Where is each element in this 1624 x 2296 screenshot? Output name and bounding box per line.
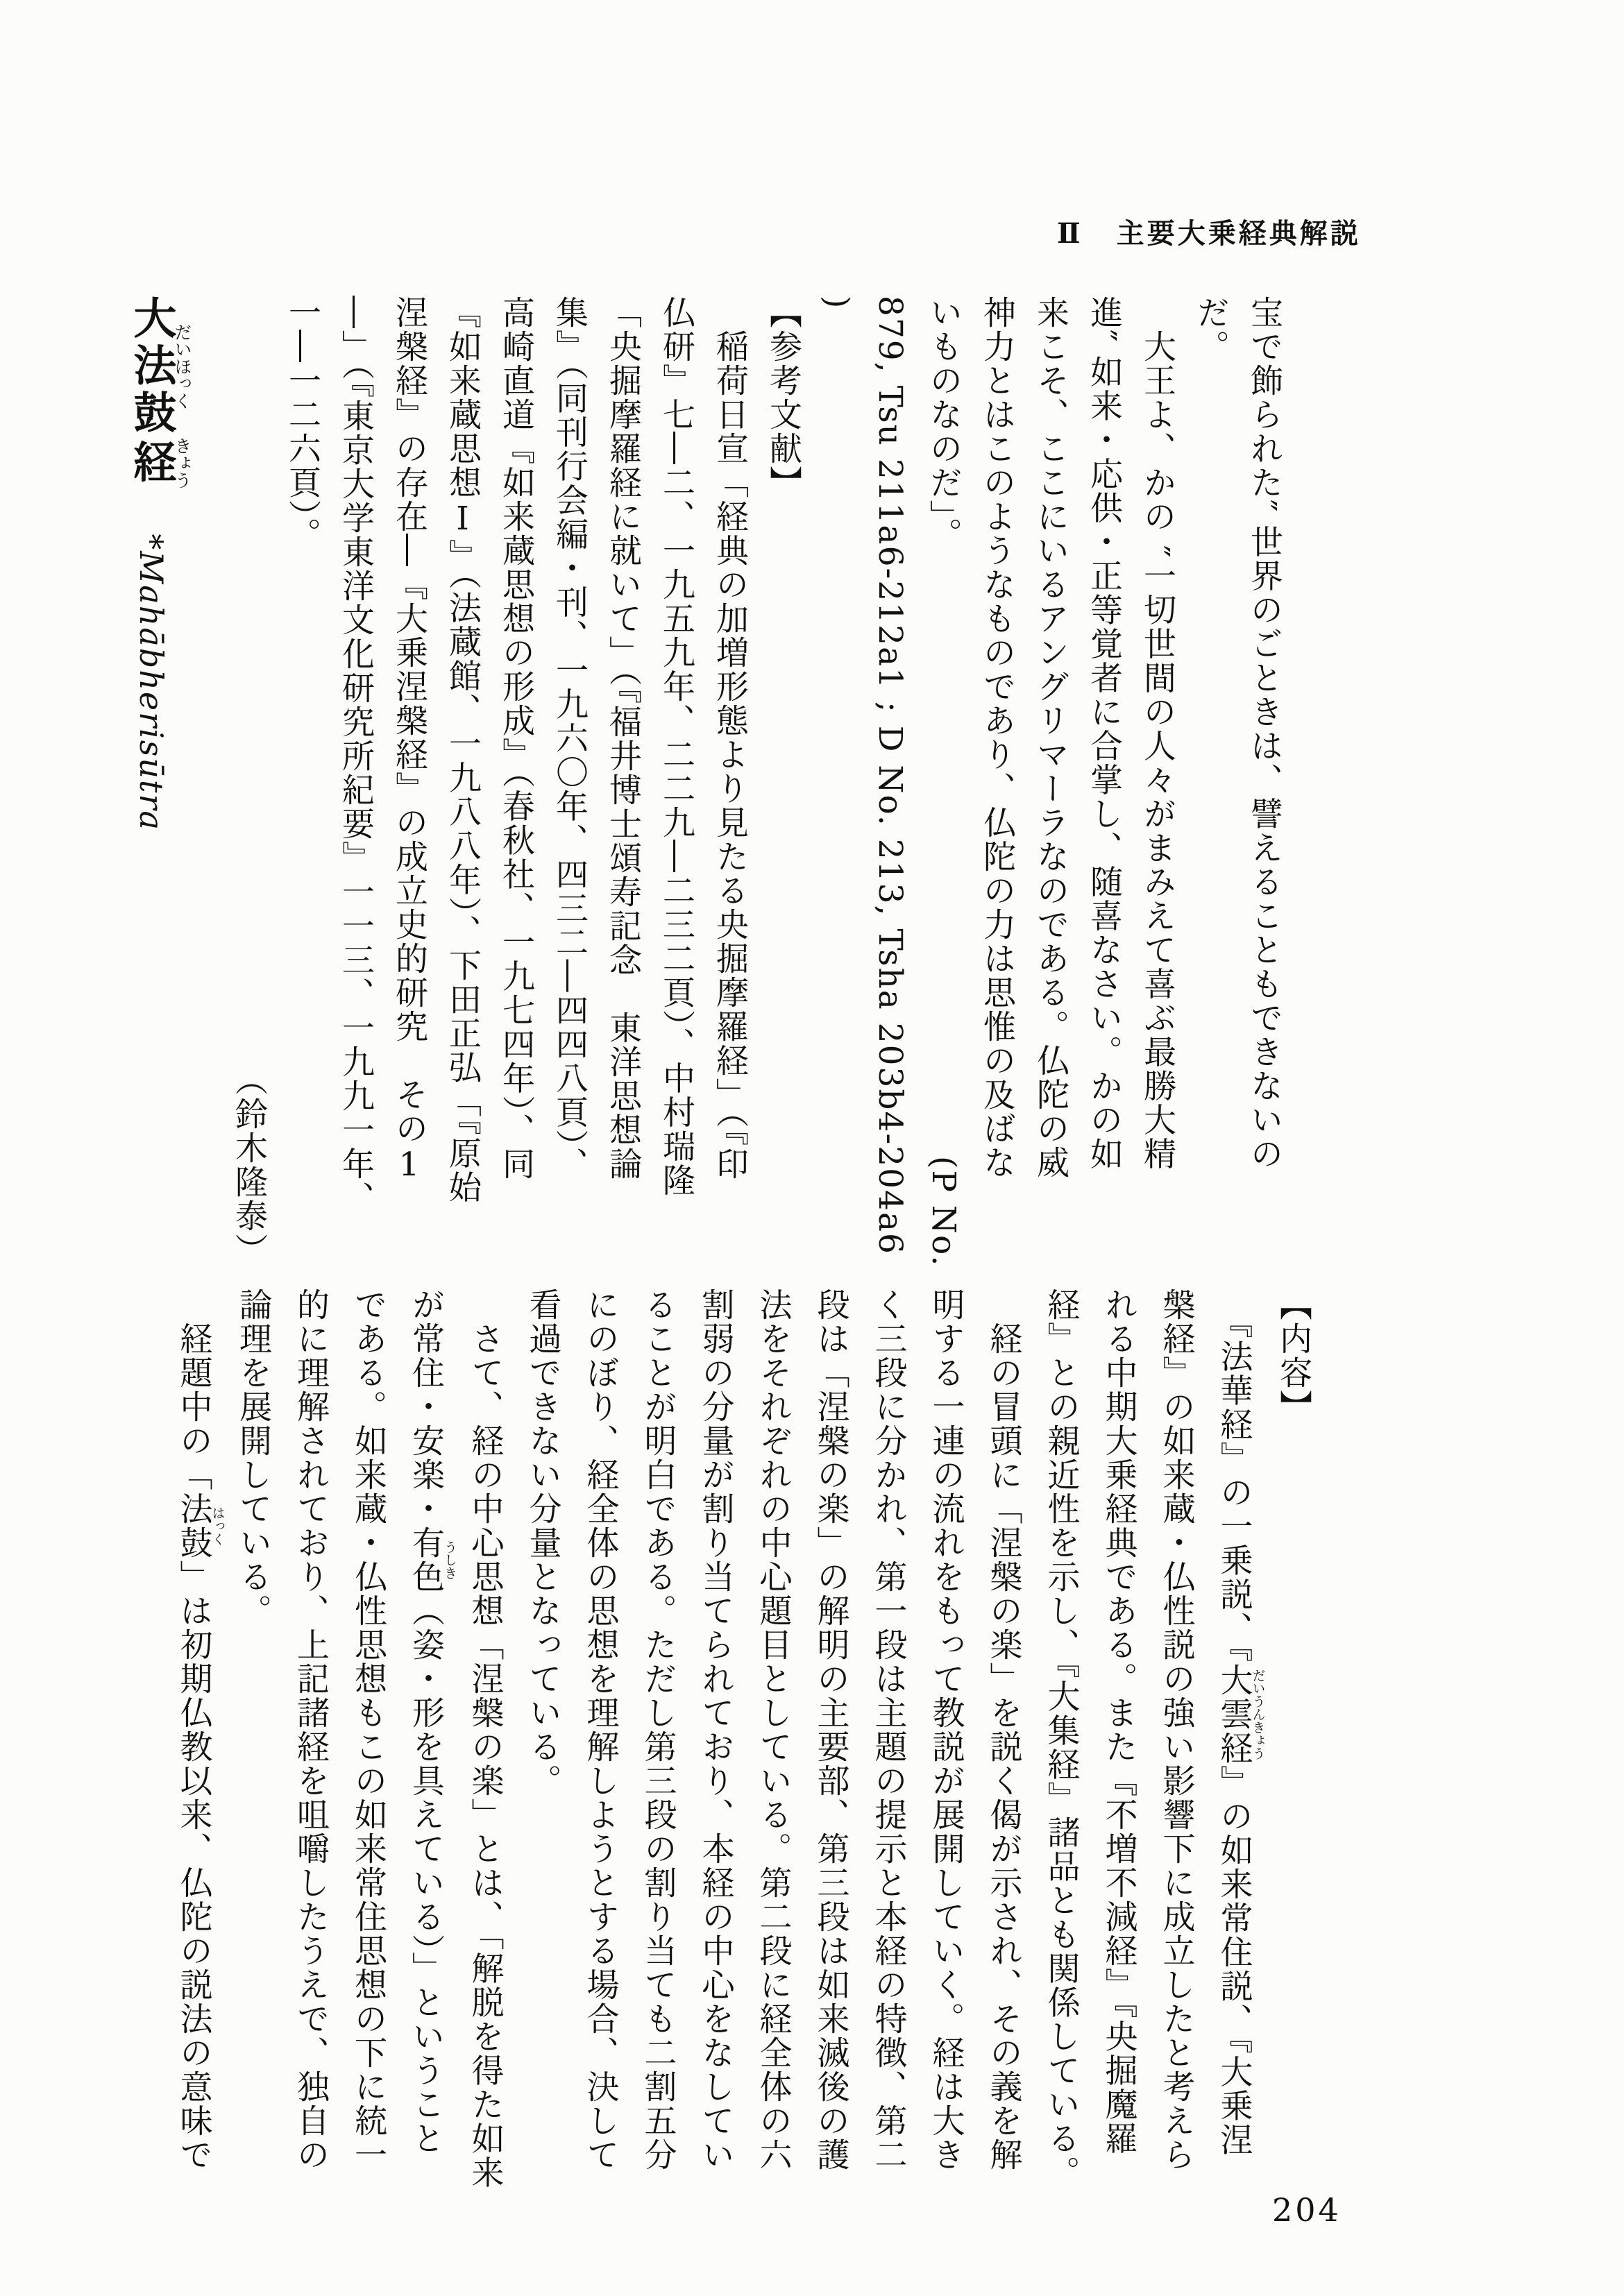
text-column [1148,1288,1206,2245]
text-column [802,1288,860,2245]
text-column [1184,296,1237,1267]
text-run: (P No. [924,1155,963,1267]
text-run: 大雲経だいうんきょう [1215,1663,1265,1765]
text-run: さて、経の中心思想「涅槃の楽」とは、「解脱を得た如来 [466,1288,505,2190]
text-run: 神力とはこのようなものであり、仏陀の力は思惟の及ばな [978,296,1016,1180]
references-heading [756,296,810,1267]
text-run: 的に理解されており、上記諸経を咀嚼したうえで、独自の [291,1288,330,2172]
lower-text-block [165,1288,1323,2245]
text-run: 宝で飾られた″ 世界のごときは、譬えることもできないの [1245,296,1283,1171]
text-column [1237,296,1291,1267]
quote-end-and-citation-start [917,296,970,1267]
text-run: 来こそ、ここにいるアングリマーラなのである。仏陀の威 [1031,296,1069,1180]
text-run: れる中期大乗経典である。また『不増不減経』『央掘魔羅 [1099,1288,1138,2156]
text-column [1206,1288,1265,2245]
text-column [1024,296,1077,1267]
text-run: ―」（『東京大学東洋文化研究所紀要』一一三、一九九一年、 [337,296,375,1215]
text-column [596,296,650,1267]
chapter-numeral: Ⅱ [1057,217,1083,250]
sutra-title-sanskrit: *Mahābherisūtra [133,534,170,831]
text-run: 経きょう [126,437,192,489]
text-column [489,296,543,1267]
text-run: 」は初期仏教以来、仏陀の説法の意味で [174,1560,213,2172]
text-run: 『如来蔵思想Ⅰ』（法蔵館、一九八八年）、下田正弘「『原始 [443,296,482,1205]
text-run: （姿・形を具えている）」ということ [407,1594,445,2156]
text-run: 』の如来常住説、『大乗涅 [1215,1765,1253,2157]
text-run: 涅槃経』の存在―『大乗涅槃経』の成立史的研究 その [390,296,428,1146]
text-column [397,1288,457,2245]
text-column [629,1288,687,2245]
text-run: 有色うしき [407,1526,457,1594]
content-heading [1264,1288,1322,2245]
text-column [650,296,703,1267]
text-run: 進″ 如来・応供・正等覚者に合掌し、随喜なさい。かの如 [1085,296,1123,1171]
text-column [1090,1288,1148,2245]
text-run: 槃経』の如来蔵・仏性説の強い影響下に成立したと考えら [1157,1288,1196,2172]
text-run: ることが明白である。ただし第三段の割り当ても二割五分 [638,1288,677,2172]
text-column [276,296,329,1267]
text-column [382,296,436,1267]
text-run: 879, Tsu 211a6-212a1 ; D No. 213, Tsha 203b4-204a6) [818,296,909,1255]
text-column [970,296,1024,1267]
text-run: 大王よ、かの ″一切世間の人々がまみえて喜ぶ最勝大精 [1138,296,1176,1171]
text-run: 法をそれぞれの中心題目としている。第二段に経全体の六 [754,1288,793,2172]
text-column [1077,296,1131,1267]
text-column [1131,296,1184,1267]
chapter-title: 主要大乗経典解説 [1116,217,1361,250]
text-run: 割弱の分量が割り当てられており、本経の中心をなしてい [696,1288,735,2172]
text-run: （鈴木隆泰） [230,1063,268,1267]
text-run: が常住・安楽・ [407,1288,445,1526]
text-run: 集』（同刊行会編・刊、一九六〇年、四三二―四四八頁）、 [550,296,589,1181]
text-column [975,1288,1033,2245]
text-column [436,296,489,1267]
text-run: だ。 [1192,296,1230,364]
text-run: にのぼり、経全体の思想を理解しようとする場合、決して [581,1288,620,2172]
text-run: 【内容】 [1274,1288,1312,1424]
text-column [339,1288,397,2245]
canonical-citation [810,296,917,1267]
text-column [687,1288,745,2245]
text-column [543,296,596,1267]
text-run: 看過できない分量となっている。 [523,1288,562,1798]
text-column [282,1288,339,2245]
running-head [1057,212,1361,251]
text-column [572,1288,629,2245]
text-column [329,296,382,1267]
text-run: 『法華経』の一乗説、『 [1215,1288,1253,1663]
text-run: 1 [390,1146,428,1185]
text-run: 明する一連の流れをもって教説が展開していく。経は大き [927,1288,965,2172]
text-column [703,296,756,1267]
text-column [224,1288,282,2245]
text-column [917,1288,975,2245]
page-number: 204 [1272,2191,1342,2229]
text-run: いものなのだ」。 [924,296,963,552]
text-column [514,1288,572,2245]
text-run: 稲荷日宣「経典の加増形態より見たる央掘摩羅経」（『印 [711,296,749,1181]
text-column [860,1288,917,2245]
text-column [1033,1288,1090,2245]
upper-text-block [105,296,1291,1267]
sutra-title [105,296,197,1267]
text-run: 一―一二六頁）。 [283,296,321,552]
text-column [457,1288,514,2245]
text-run: 経の冒頭に「涅槃の楽」を説く偈が示され、その義を解 [984,1288,1023,2172]
text-run: 高崎直道『如来蔵思想の形成』（春秋社、一九七四年）、同 [497,296,535,1181]
text-run: 【参考文献】 [764,296,802,500]
text-run: 法鼓はっく [174,1492,225,1560]
text-run [126,486,177,534]
text-column [745,1288,802,2245]
text-run: 経』との親近性を示し、『大集経』諸品とも関係している。 [1042,1288,1081,2190]
text-run: 論理を展開している。 [234,1288,272,1628]
author-credit [222,296,276,1267]
text-column [165,1288,225,2245]
text-run: 段は「涅槃の楽」の解明の主要部、第三段は如来滅後の護 [811,1288,850,2172]
text-run: である。如来蔵・仏性思想もこの如来常住思想の下に統一 [349,1288,387,2172]
text-run: 仏研』七―二、一九五九年、二二九―二三二頁）、中村瑞隆 [657,296,695,1198]
text-column [197,296,222,1267]
text-run: 経題中の「 [174,1288,213,1492]
text-run: 大法鼓だいほっく [126,296,192,437]
text-run: 「央掘摩羅経に就いて」（『福井博士頌寿記念 東洋思想論 [604,296,642,1181]
text-run: く三段に分かれ、第一段は主題の提示と本経の特徴、第二 [869,1288,908,2172]
